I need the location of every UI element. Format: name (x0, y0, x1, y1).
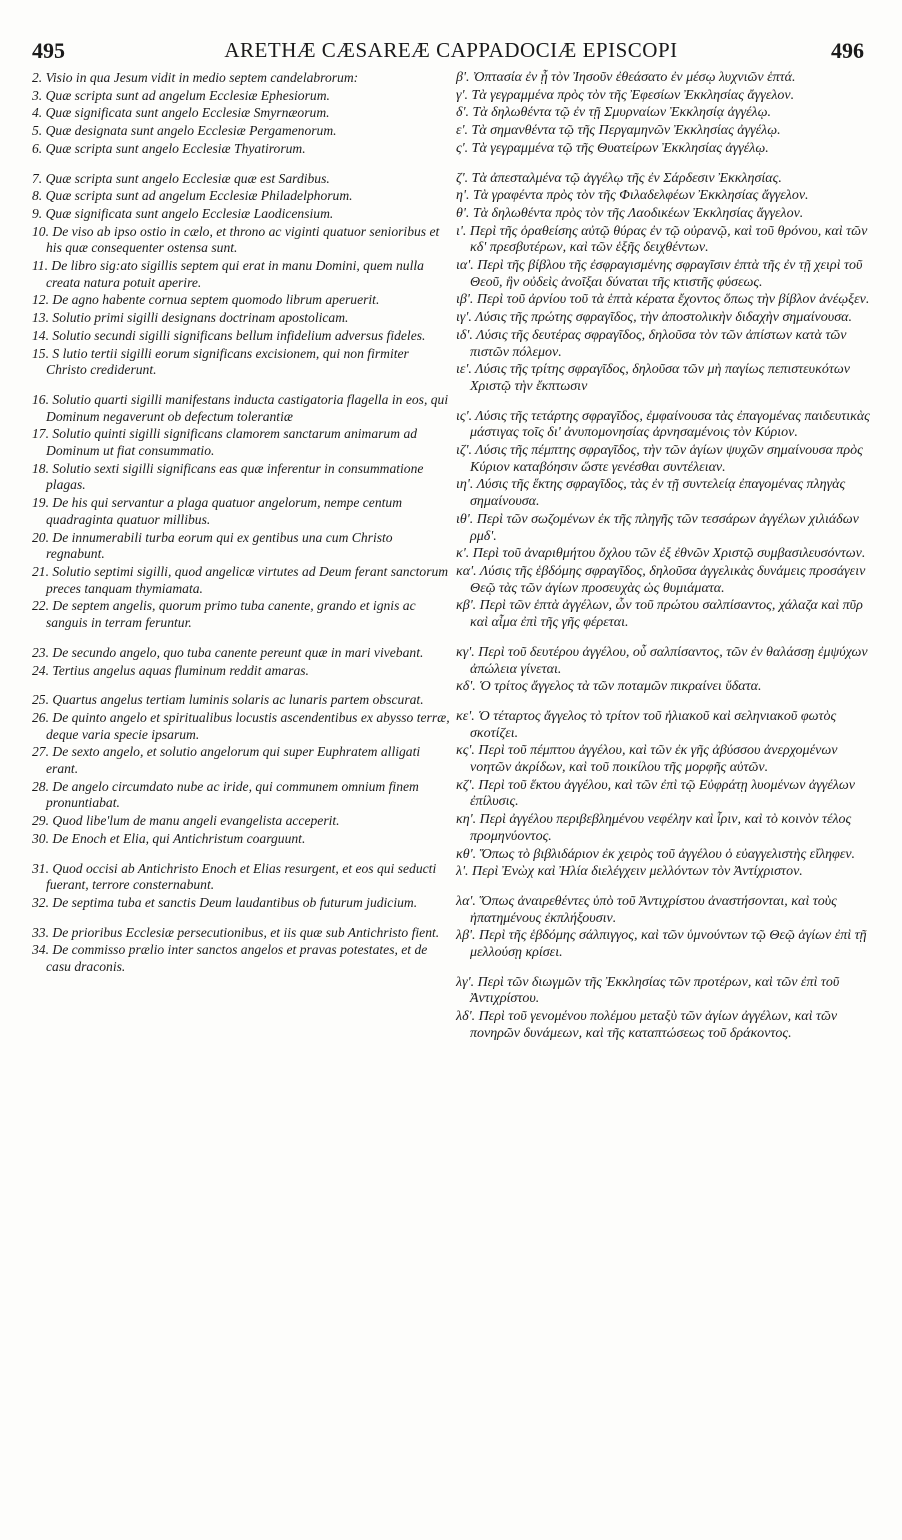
greek-entry: ιθ'. Περὶ τῶν σωζομένων ἐκ τῆς πληγῆς τῶν τεσσάρων ἀγγέλων χιλιάδων ρμδ'. (456, 511, 859, 544)
latin-entry: 14. Solutio secundi sigilli significans bellum infidelium adversus fideles. (32, 327, 426, 343)
greek-entry: ι'. Περὶ τῆς ὁραθείσης αὐτῷ θύρας ἐν τῷ οὐρανῷ, καὶ τοῦ θρόνου, καὶ τῶν κδ' πρεσβυτέρων, καὶ τῶν ἑξῆς δειχθέντων. (456, 223, 868, 256)
latin-entry: 16. Solutio quarti sigilli manifestans inducta castigatoria flagella in eos, qui Dominum negaverunt ob defectum tolerantiæ (32, 391, 449, 424)
latin-entry: 27. De sexto angelo, et solutio angelorum qui super Euphratem alligati erant. (32, 744, 421, 777)
page-number-left: 495 (32, 38, 65, 63)
latin-entry: 11. De libro sig:ato sigillis septem qui erat in manu Domini, quem nulla creata natura potuit aperire. (32, 258, 424, 290)
latin-entry: 19. De his qui servantur a plaga quatuor angelorum, nempe centum quadraginta quatuor millibus. (32, 495, 403, 527)
greek-entry: ς'. Τὰ γεγραμμένα τῷ τῆς Θυατείρων Ἐκκλησίας ἀγγέλῳ. (456, 140, 769, 156)
latin-entry: 33. De prioribus Ecclesiæ persecutionibus, et iis quæ sub Antichristo fient. (32, 924, 440, 940)
latin-entry: 8. Quæ scripta sunt ad angelum Ecclesiæ Philadelphorum. (32, 188, 353, 204)
greek-entry: κα'. Λύσις τῆς ἑβδόμης σφραγῖδος, δηλοῦσα ἀγγελικὰς δυνάμεις προσάγειν Θεῷ τὰς τῶν ἁγίων προσευχὰς ὡς θυμιάματα. (456, 563, 866, 596)
latin-entry: 5. Quæ designata sunt angelo Ecclesiæ Pergamenorum. (32, 123, 337, 139)
latin-entry: 17. Solutio quinti sigilli significans clamorem sanctarum animarum ad Dominum ut fiat consummatio. (32, 426, 418, 459)
greek-entry: λδ'. Περὶ τοῦ γενομένου πολέμου μεταξὺ τῶν ἁγίων ἀγγέλων, καὶ τῶν πονηρῶν δυνάμεων, καὶ τῆς καταπτώσεως τοῦ δράκοντος. (456, 1009, 838, 1041)
latin-entry: 18. Solutio sexti sigilli significans eas quæ inferentur in consummatione plagas. (32, 460, 424, 493)
latin-entry: 12. De agno habente cornua septem quomodo librum aperuerit. (32, 292, 380, 308)
latin-entry: 22. De septem angelis, quorum primo tuba canente, grando et ignis ac sanguis in terram feruntur. (32, 598, 416, 631)
latin-entry: 13. Solutio primi sigilli designans doctrinam apostolicam. (32, 310, 349, 326)
greek-entry: κ'. Περὶ τοῦ ἀναριθμήτου ὄχλου τῶν ἐξ ἐθνῶν Χριστῷ συμβασιλευσόντων. (456, 546, 866, 562)
page-header (0, 38, 902, 68)
latin-entry: 26. De quinto angelo et spiritualibus locustis ascendentibus ex abysso terræ, deque varia specie ipsarum. (32, 709, 450, 742)
greek-entry: κδ'. Ὁ τρίτος ἄγγελος τὰ τῶν ποταμῶν πικραίνει ὕδατα. (456, 679, 762, 695)
latin-entry: 25. Quartus angelus tertiam luminis solaris ac lunaris partem obscurat. (32, 692, 424, 708)
latin-entry: 2. Visio in qua Jesum vidit in medio septem candelabrorum: (32, 70, 359, 85)
greek-entry: ις'. Λύσις τῆς τετάρτης σφραγῖδος, ἐμφαίνουσα τὰς ἐπαγομένας παιδευτικὰς μάστιγας τοῖς δι' ἀνυπομονησίας ἀρνησαμένοις τὸν Κύριον. (456, 408, 870, 441)
greek-entry: θ'. Τὰ δηλωθέντα πρὸς τὸν τῆς Λαοδικέων Ἐκκλησίας ἄγγελον. (456, 205, 804, 221)
greek-entry: ια'. Περὶ τῆς βίβλου τῆς ἐσφραγισμένης σφραγῖσιν ἑπτὰ τῆς ἐν τῇ χειρὶ τοῦ Θεοῦ, ἣν οὐδεὶς ἀνοῖξαι δύναται τῆς κτιστῆς φύσεως. (456, 258, 863, 290)
greek-entry: κς'. Περὶ τοῦ πέμπτου ἀγγέλου, καὶ τῶν ἐκ γῆς ἀβύσσου ἀνερχομένων νοητῶν ἀκρίδων, καὶ τοῦ ποικίλου τῆς μορφῆς αὐτῶν. (456, 743, 838, 776)
latin-entry: 29. Quod libe'lum de manu angeli evangelista acceperit. (32, 813, 340, 829)
page-number-right: 496 (831, 38, 864, 63)
greek-entry: γ'. Τὰ γεγραμμένα πρὸς τὸν τῆς Ἐφεσίων Ἐκκλησίας ἄγγελον. (456, 87, 795, 103)
latin-entry: 23. De secundo angelo, quo tuba canente pereunt quæ in mari vivebant. (32, 644, 424, 660)
greek-entry: ιε'. Λύσις τῆς τρίτης σφραγῖδος, δηλοῦσα τῶν μὴ παγίως πεπιστευκότων Χριστῷ τὴν ἔκπτωσιν (456, 362, 850, 394)
latin-entry: 21. Solutio septimi sigilli, quod angelicæ virtutes ad Deum ferant sanctorum preces tanquam thymiamata. (32, 563, 449, 596)
greek-entry: ιζ'. Λύσις τῆς πέμπτης σφραγῖδος, τὴν τῶν ἁγίων ψυχῶν σημαίνουσα πρὸς Κύριον καταβόησιν ὥστε γενέσθαι συντέλειαν. (456, 443, 863, 475)
greek-entry: ιη'. Λύσις τῆς ἕκτης σφραγῖδος, τὰς ἐν τῇ συντελείᾳ ἐπαγομένας πληγὰς σημαίνουσα. (456, 477, 846, 510)
greek-entry: λβ'. Περὶ τῆς ἑβδόμης σάλπιγγος, καὶ τῶν ὑμνούντων τῷ Θεῷ ἁγίων ἐπὶ τῇ μελλούσῃ κρίσει. (456, 928, 867, 961)
greek-entry: ιβ'. Περὶ τοῦ ἀρνίου τοῦ τὰ ἑπτὰ κέρατα ἔχοντος ὅπως τὴν βίβλον ἀνέῳξεν. (456, 292, 870, 308)
greek-entry: κε'. Ὁ τέταρτος ἄγγελος τὸ τρίτον τοῦ ἡλιακοῦ καὶ σεληνιακοῦ φωτὸς σκοτίζει. (456, 708, 837, 741)
greek-entry: λγ'. Περὶ τῶν διωγμῶν τῆς Ἐκκλησίας τῶν προτέρων, καὶ τῶν ἐπὶ τοῦ Ἀντιχρίστου. (456, 974, 840, 1007)
greek-entry: δ'. Τὰ δηλωθέντα τῷ ἐν τῇ Σμυρναίων Ἐκκλησίᾳ ἀγγέλῳ. (456, 105, 771, 121)
latin-entry: 30. De Enoch et Elia, qui Antichristum coarguunt. (32, 830, 306, 846)
greek-entry: λ'. Περὶ Ἐνὼχ καὶ Ἠλία διελέγχειν μελλόντων τὸν Ἀντίχριστον. (456, 864, 803, 880)
greek-entry: β'. Ὀπτασία ἐν ᾗ τὸν Ἰησοῦν ἐθεάσατο ἐν μέσῳ λυχνιῶν ἑπτά. (456, 70, 796, 85)
running-title: ARETHÆ CÆSAREÆ CAPPADOCIÆ EPISCOPI (224, 38, 678, 62)
latin-entry: 20. De innumerabili turba eorum qui ex gentibus una cum Christo regnabunt. (32, 529, 393, 562)
latin-entry: 32. De septima tuba et sanctis Deum laudantibus ob futurum judicium. (32, 894, 418, 910)
latin-entry: 15. S lutio tertii sigilli eorum significans excisionem, qui non firmiter Christo crediderunt. (32, 345, 409, 378)
greek-entry: κθ'. Ὅπως τὸ βιβλιδάριον ἐκ χειρὸς τοῦ ἀγγέλου ὁ εὐαγγελιστὴς εἴληφεν. (456, 846, 856, 862)
latin-entry: 24. Tertius angelus aquas fluminum reddit amaras. (32, 662, 309, 678)
greek-entry: ζ'. Τὰ ἀπεσταλμένα τῷ ἀγγέλῳ τῆς ἐν Σάρδεσιν Ἐκκλησίας. (456, 170, 782, 186)
latin-entry: 31. Quod occisi ab Antichristo Enoch et Elias resurgent, et eos qui seducti fuerant, terrore consternabunt. (32, 860, 437, 893)
greek-entry: κγ'. Περὶ τοῦ δευτέρου ἀγγέλου, οὗ σαλπίσαντος, τῶν ἐν θαλάσσῃ ἐμψύχων ἀπώλεια γίνεται. (456, 644, 868, 677)
latin-entry: 34. De commisso prælio inter sanctos angelos et pravas potestates, et de casu draconis. (32, 942, 428, 975)
latin-entry: 4. Quæ significata sunt angelo Ecclesiæ Smyrnæorum. (32, 105, 330, 121)
greek-entry: λα'. Ὅπως ἀναιρεθέντες ὑπὸ τοῦ Ἀντιχρίστου ἀναστήσονται, καὶ τοὺς ἠπατημένους ἐκπλήξουσιν. (456, 893, 837, 926)
greek-entry: ε'. Τὰ σημανθέντα τῷ τῆς Περγαμηνῶν Ἐκκλησίας ἀγγέλῳ. (456, 123, 781, 139)
greek-entry: κη'. Περὶ ἀγγέλου περιβεβλημένου νεφέλην καὶ ἶριν, καὶ τὸ κοινὸν τέλος προμηνύοντος. (456, 812, 852, 844)
greek-entry: ιγ'. Λύσις τῆς πρώτης σφραγῖδος, τὴν ἀποστολικὴν διδαχὴν σημαίνουσα. (456, 310, 852, 326)
greek-entry: ιδ'. Λύσις τῆς δευτέρας σφραγῖδος, δηλοῦσα τὸν τῶν ἀπίστων κατὰ τῶν πιστῶν πόλεμον. (456, 327, 847, 360)
latin-entry: 6. Quæ scripta sunt angelo Ecclesiæ Thyatirorum. (32, 140, 306, 156)
latin-entry: 28. De angelo circumdato nube ac iride, qui communem omnium finem pronuntiabat. (32, 778, 419, 811)
greek-column (456, 70, 876, 1044)
greek-entry: η'. Τὰ γραφέντα πρὸς τὸν τῆς Φιλαδελφέων Ἐκκλησίας ἄγγελον. (456, 188, 809, 204)
greek-entry: κζ'. Περὶ τοῦ ἕκτου ἀγγέλου, καὶ τῶν ἐπὶ τῷ Εὐφράτῃ λυομένων ἀγγέλων ἐπίλυσις. (456, 777, 855, 810)
latin-column (32, 70, 450, 977)
latin-entry: 10. De viso ab ipso ostio in cælo, et throno ac viginti quatuor senioribus et his quæ consequenter ostensa sunt. (32, 223, 440, 256)
latin-entry: 9. Quæ significata sunt angelo Ecclesiæ Laodicensium. (32, 205, 334, 221)
latin-entry: 7. Quæ scripta sunt angelo Ecclesiæ quæ est Sardibus. (32, 170, 330, 186)
greek-entry: κβ'. Περὶ τῶν ἑπτὰ ἀγγέλων, ὧν τοῦ πρώτου σαλπίσαντος, χάλαζα καὶ πῦρ καὶ αἷμα ἐπὶ τῆς γῆς φέρεται. (456, 598, 863, 631)
latin-entry: 3. Quæ scripta sunt ad angelum Ecclesiæ Ephesiorum. (32, 87, 330, 103)
